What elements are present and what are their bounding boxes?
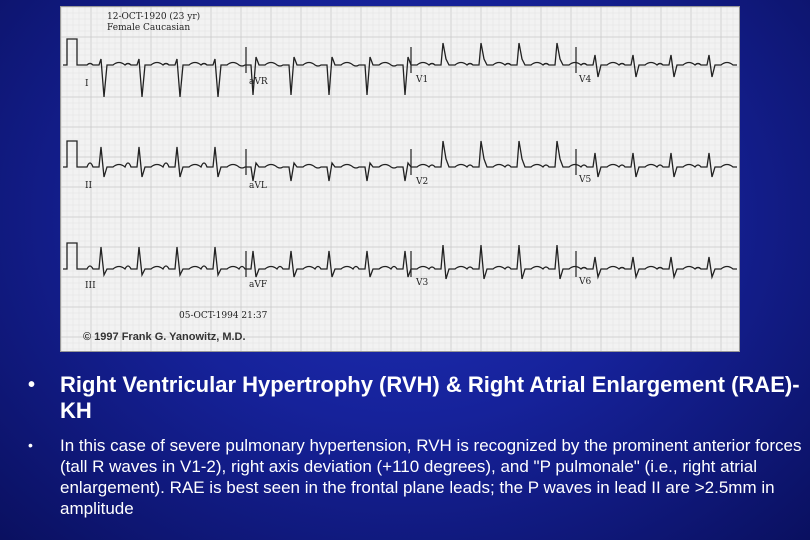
bullet-list [28, 372, 803, 519]
bullet-dot-icon: • [28, 437, 33, 453]
lead-label-ii: II [85, 181, 93, 191]
bullet-text: In this case of severe pulmonary hypertension, RVH is recognized by the prominent anterior forces (tall R waves in V1-2), right axis deviation (+110 degrees), and "P pulmonale" (i.e., right atrial enlargement). RAE is best seen in the frontal plane leads; the P waves in lead II are >2.5mm in amplitude [60, 436, 802, 518]
lead-label-v6: V6 [579, 277, 592, 287]
bullet-text: Right Ventricular Hypertrophy (RVH) & Right Atrial Enlargement (RAE)-KH [60, 372, 800, 423]
lead-label-v5: V5 [579, 175, 592, 185]
ecg-record-date: 05-OCT-1994 21:37 [179, 311, 268, 321]
lead-label-v2: V2 [416, 177, 429, 187]
lead-label-v1: V1 [416, 75, 429, 85]
bullet-dot-icon: • [28, 374, 36, 396]
bullet-item-title [28, 372, 803, 424]
copyright-text: © 1997 Frank G. Yanowitz, M.D. [83, 331, 246, 343]
lead-label-avr: aVR [249, 77, 268, 87]
lead-label-v3: V3 [416, 278, 429, 288]
ecg-header-date: 12-OCT-1920 (23 yr) [107, 12, 201, 22]
lead-label-iii: III [85, 281, 96, 291]
bullet-item-description [28, 435, 803, 519]
lead-label-v4: V4 [579, 75, 592, 85]
ecg-tracing [61, 7, 739, 351]
lead-label-avf: aVF [249, 280, 268, 290]
ecg-header-patient: Female Caucasian [107, 23, 191, 33]
lead-label-i: I [85, 79, 89, 89]
ecg-image [60, 6, 740, 352]
lead-label-avl: aVL [249, 181, 267, 191]
